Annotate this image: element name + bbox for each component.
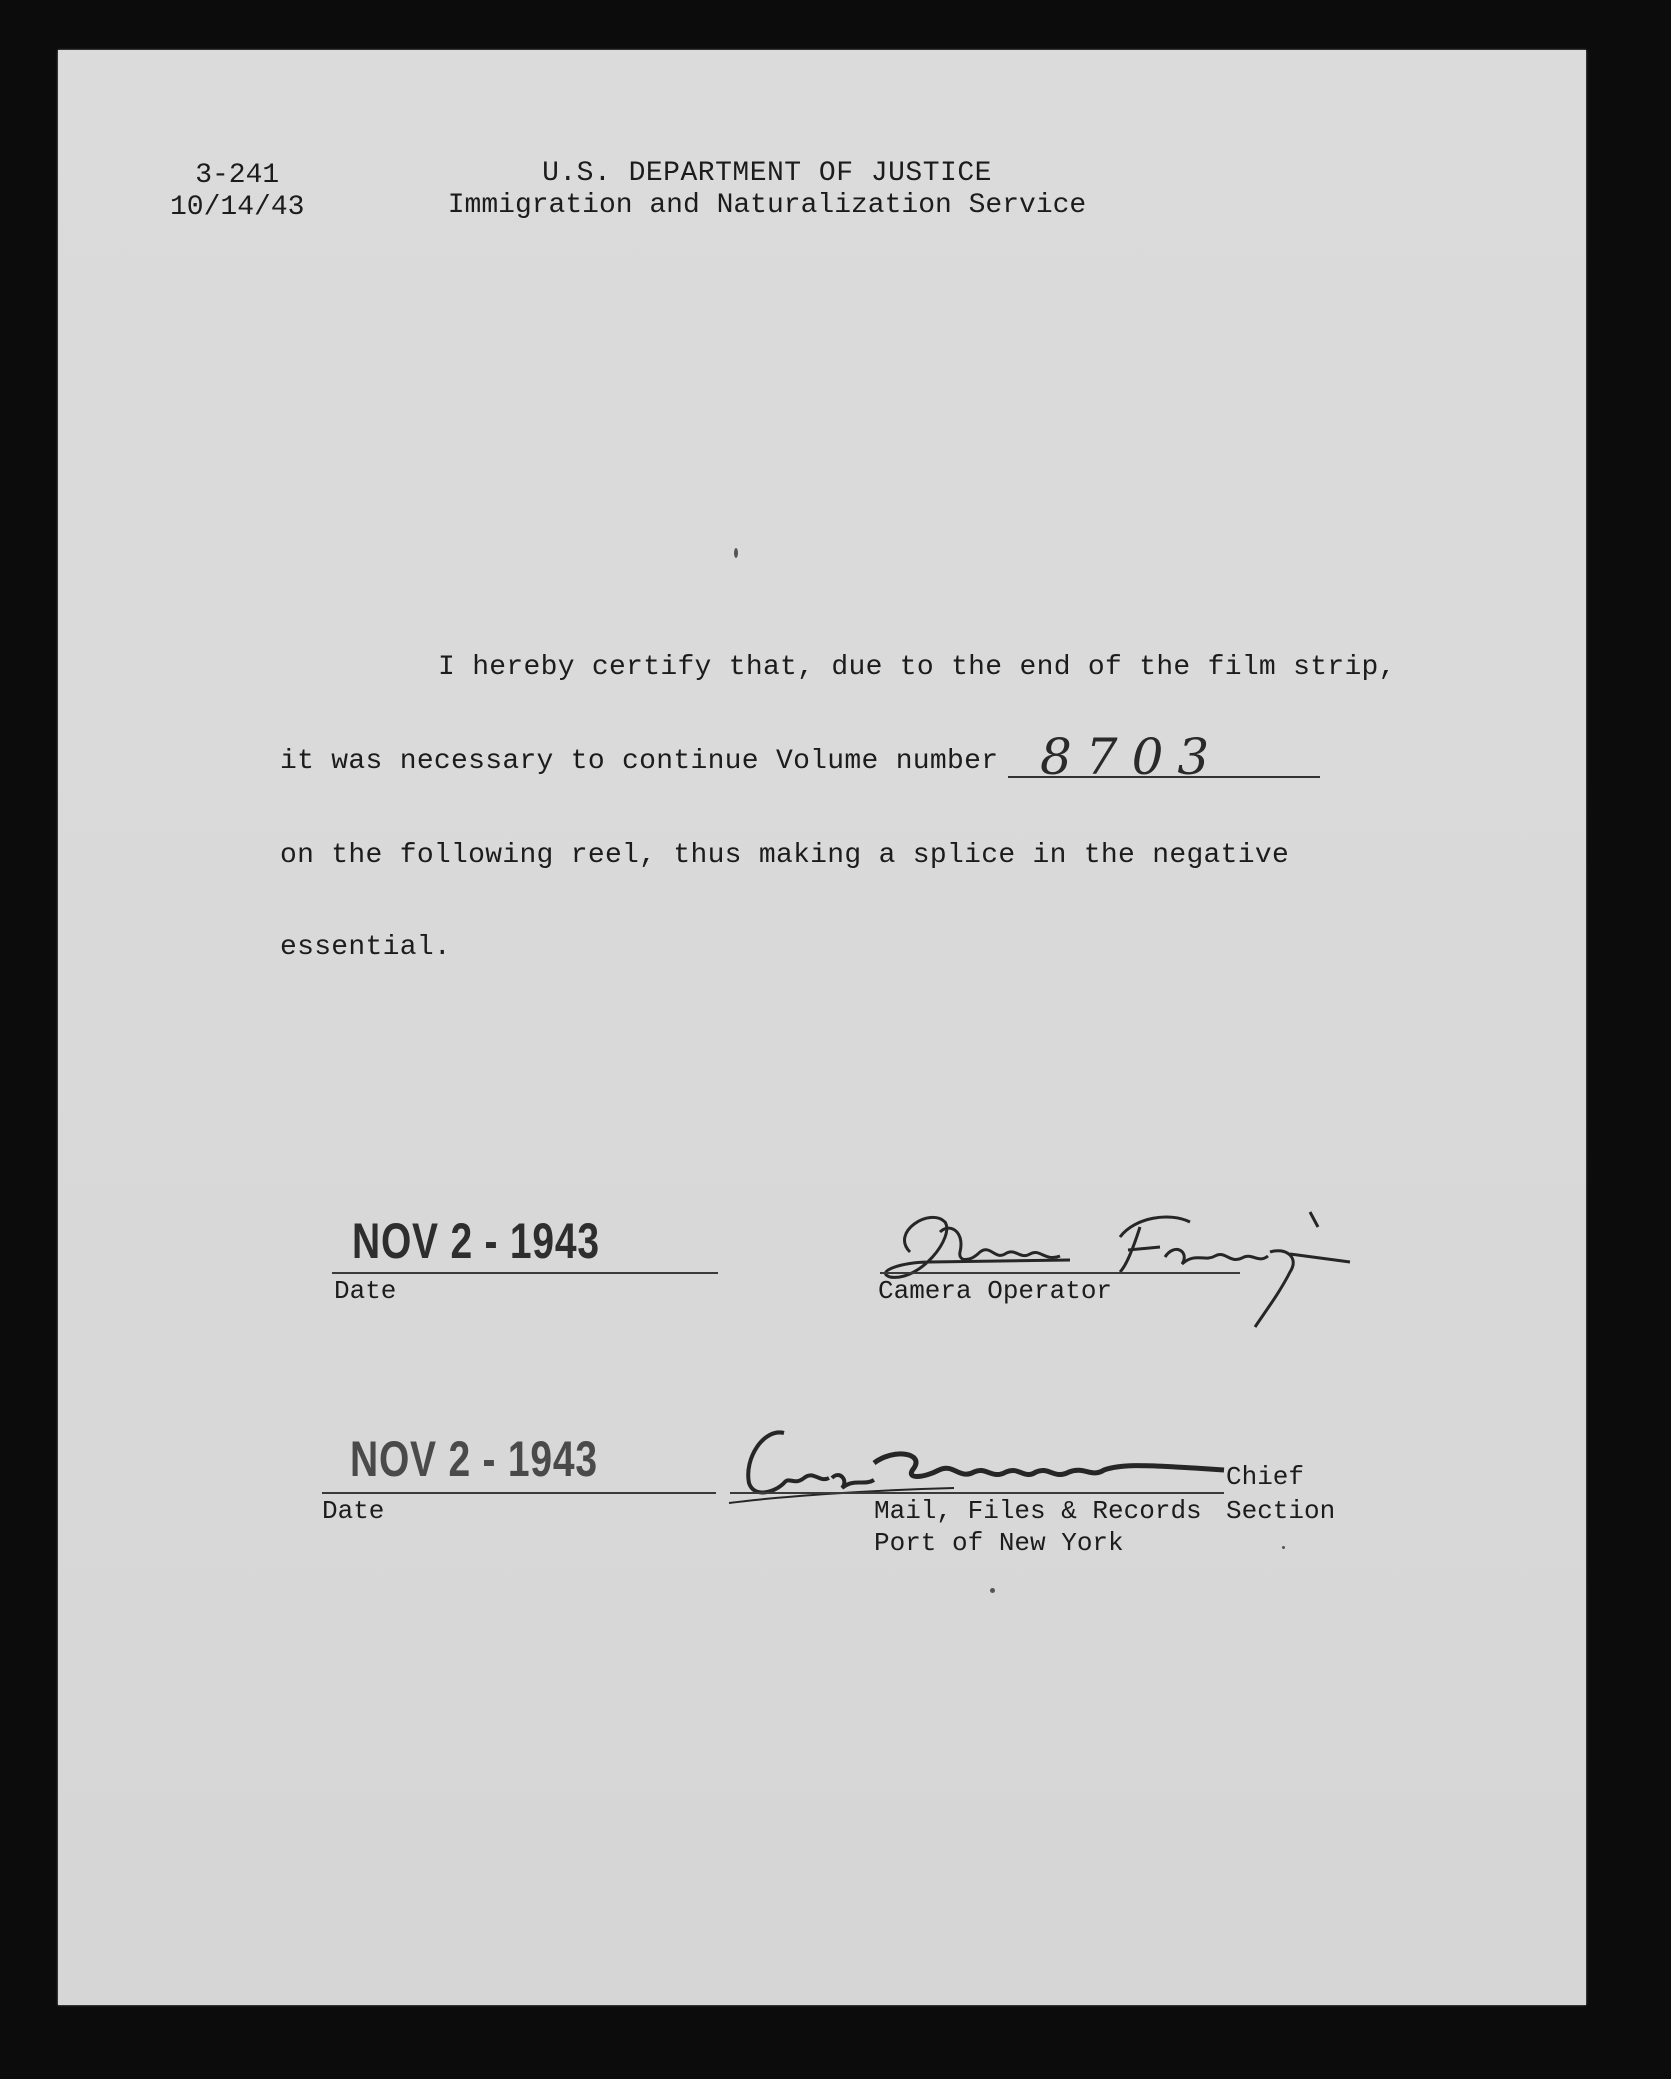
date-line-camera <box>332 1272 718 1274</box>
body-line-3: on the following reel, thus making a splice in the negative <box>280 840 1290 871</box>
document-header <box>442 158 1092 222</box>
paper-speck <box>734 548 738 558</box>
form-date: 10/14/43 <box>170 192 305 223</box>
date-label-chief: Date <box>322 1496 385 1526</box>
signature-line-chief <box>730 1492 1224 1494</box>
signature-line-camera <box>880 1272 1240 1274</box>
paper-speck <box>990 1588 995 1593</box>
volume-number-blank <box>1008 776 1320 778</box>
volume-number-handwritten: 8703 <box>1040 728 1224 786</box>
date-stamp-chief: NOV 2 - 1943 <box>350 1431 598 1487</box>
document-page <box>58 50 1586 2005</box>
paper-speck <box>1282 1546 1285 1549</box>
date-stamp-camera: NOV 2 - 1943 <box>352 1213 600 1269</box>
date-label-camera: Date <box>334 1276 397 1306</box>
camera-operator-signature <box>870 1192 1370 1332</box>
body-line-4: essential. <box>280 932 452 963</box>
camera-operator-label: Camera Operator <box>878 1276 1113 1306</box>
port-of-new-york-label: Port of New York <box>874 1528 1124 1558</box>
body-line-2: it was necessary to continue Volume number <box>280 746 999 777</box>
body-line-1: I hereby certify that, due to the end of the film strip, <box>438 652 1396 683</box>
mail-files-records-label: Mail, Files & Records <box>874 1496 1202 1526</box>
service-name: Immigration and Naturalization Service <box>447 190 1087 221</box>
section-label: Section <box>1226 1496 1336 1526</box>
form-number-block <box>170 160 304 224</box>
department-name: U.S. DEPARTMENT OF JUSTICE <box>542 158 992 189</box>
form-number: 3-241 <box>195 160 280 191</box>
chief-title-label: Chief <box>1226 1462 1305 1492</box>
date-line-chief <box>322 1492 716 1494</box>
